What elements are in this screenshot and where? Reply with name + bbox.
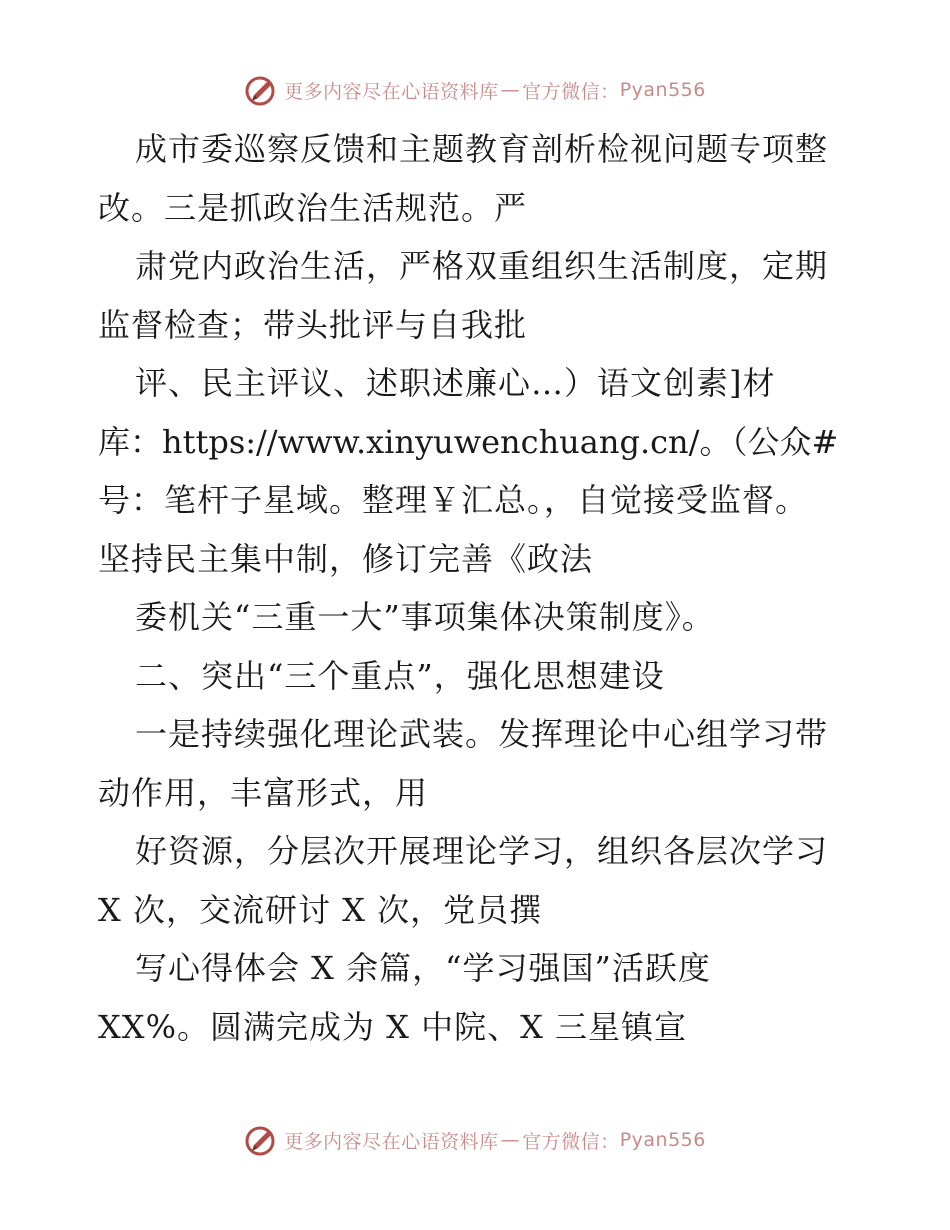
paragraph-line: 一是持续强化理论武装。发挥理论中心组学习带 (135, 715, 829, 753)
pen-logo-icon (244, 1123, 278, 1157)
banner-separator: — (500, 1129, 521, 1151)
paragraph-line: 坚持民主集中制，修订完善《政法 (98, 539, 594, 578)
paragraph-line: 库：https://www.xinyuwenchuang.cn/。（公众# (98, 422, 839, 461)
banner-site-text: 更多内容尽在心语资料库 (284, 80, 499, 103)
pen-logo-icon (244, 73, 278, 107)
banner-wechat-label: 官方微信： (522, 80, 620, 103)
paragraph-line: XX%。圆满完成为 X 中院、X 三星镇宣 (98, 1007, 688, 1046)
document-body (98, 120, 858, 1056)
footer-watermark (0, 1120, 950, 1160)
section-heading: 二、突出“三个重点”，强化思想建设 (135, 656, 665, 695)
paragraph-line: 监督检查；带头批评与自我批 (98, 305, 528, 344)
header-watermark (0, 70, 950, 110)
paragraph-line: 好资源，分层次开展理论学习，组织各层次学习 (135, 832, 829, 870)
paragraph-line: 动作用，丰富形式，用 (98, 773, 429, 812)
paragraph-line: 成市委巡察反馈和主题教育剖析检视问题专项整 (135, 130, 829, 168)
paragraph-line: X 次，交流研讨 X 次，党员撰 (98, 890, 543, 929)
banner-separator: — (500, 79, 521, 101)
banner-site-text: 更多内容尽在心语资料库 (284, 1130, 499, 1153)
paragraph-line: 评、民主评议、述职述廉心…）语文创素]材 (135, 364, 776, 402)
paragraph-line: 写心得体会 X 余篇，“学习强国”活跃度 (135, 949, 711, 987)
paragraph-line: 委机关“三重一大”事项集体决策制度》。 (135, 598, 715, 636)
banner-wechat-id: Pyan556 (619, 79, 706, 101)
paragraph-line: 号：笔杆子星域。整理￥汇总。，自觉接受监督。 (98, 481, 809, 519)
paragraph-line: 肃党内政治生活，严格双重组织生活制度，定期 (135, 247, 829, 285)
banner-wechat-label: 官方微信： (522, 1130, 620, 1153)
banner-wechat-id: Pyan556 (619, 1129, 706, 1151)
paragraph-line: 改。三是抓政治生活规范。严 (98, 188, 528, 227)
